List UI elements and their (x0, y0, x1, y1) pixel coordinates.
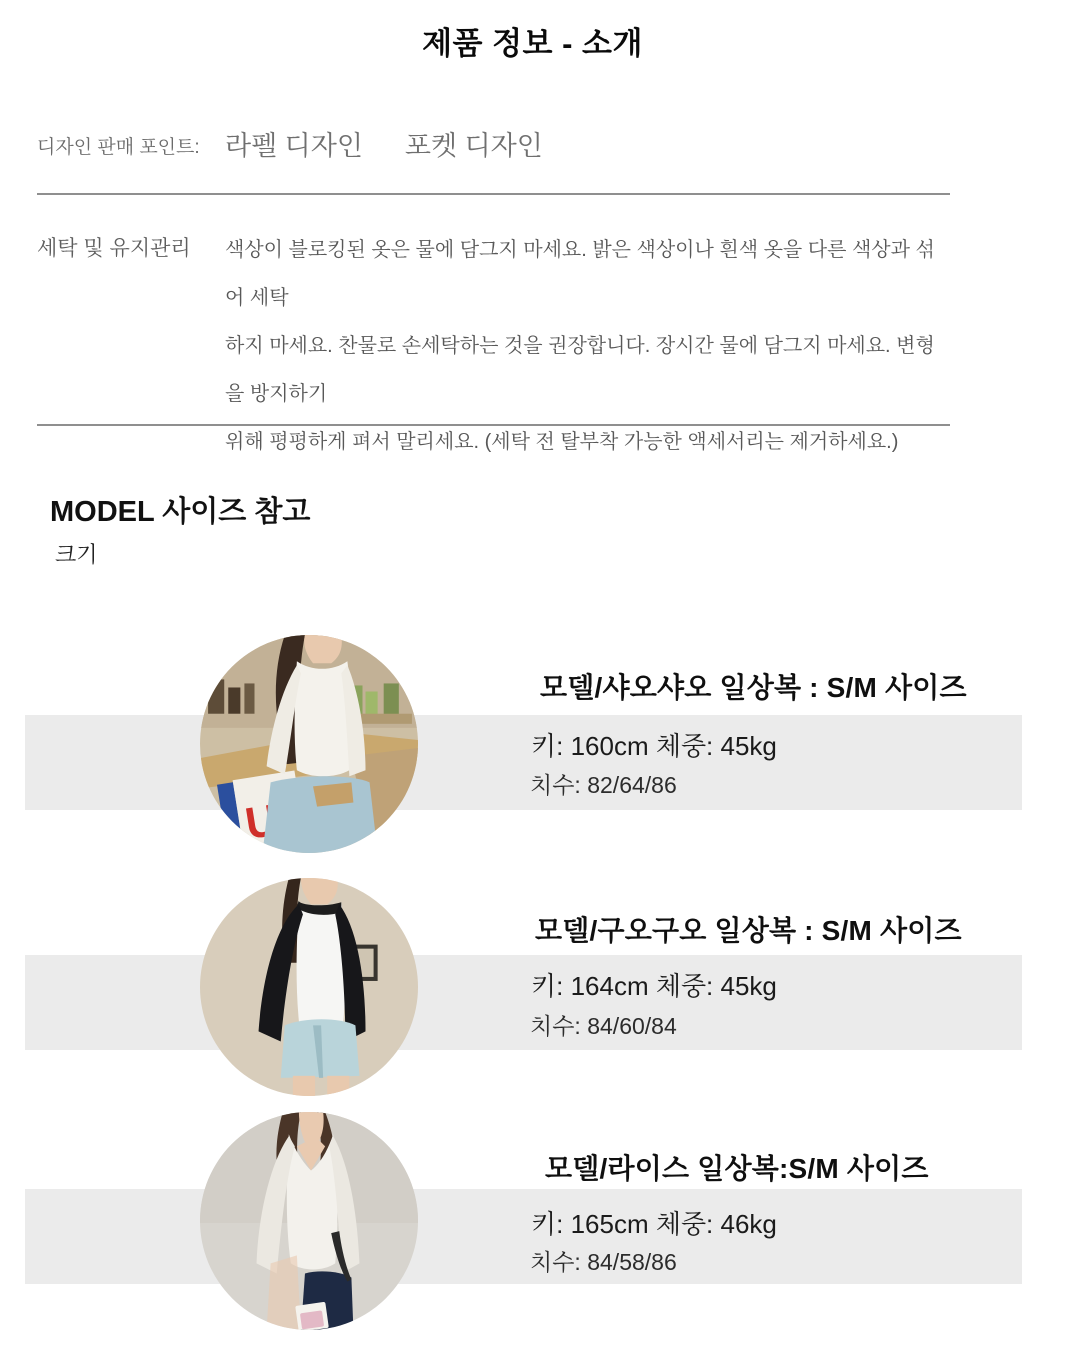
model-shaoshao-photo (200, 635, 418, 853)
model-2-background-band (25, 955, 1022, 1050)
model-1-height-weight: 키: 160cm 체중: 45kg (531, 731, 777, 761)
design-points-label: 디자인 판매 포인트: (37, 137, 200, 158)
care-line: 위해 평평하게 펴서 말리세요. (세탁 전 탈부착 가능한 액세서리는 제거하세요.) (225, 431, 899, 453)
design-point-pocket: 포켓 디자인 (404, 131, 543, 161)
model-2-height-weight: 키: 164cm 체중: 45kg (531, 971, 777, 1001)
model-3-title: 모델/라이스 일상복:S/M 사이즈 (545, 1153, 929, 1184)
design-point-lapel: 라펠 디자인 (225, 131, 363, 161)
care-instructions (225, 226, 945, 466)
model-1-measurements: 치수: 82/64/86 (530, 772, 677, 798)
model-3-height-weight: 키: 165cm 체중: 46kg (531, 1209, 777, 1239)
model-1-title: 모델/샤오샤오 일상복 : S/M 사이즈 (540, 672, 967, 703)
page-title: 제품 정보 - 소개 (422, 26, 643, 61)
model-guoguo-photo (200, 878, 418, 1096)
care-line: 하지 마세요. 찬물로 손세탁하는 것을 권장합니다. 장시간 물에 담그지 마세요. 변형을 방지하기 (225, 335, 935, 405)
model-size-heading: MODEL 사이즈 참고 (50, 496, 311, 528)
design-points-values (225, 124, 543, 163)
model-rice-photo (200, 1112, 418, 1330)
size-subheading: 크기 (55, 542, 98, 567)
model-3-measurements: 치수: 84/58/86 (530, 1249, 677, 1275)
model-2-measurements: 치수: 84/60/84 (530, 1013, 677, 1039)
model-1-background-band (25, 715, 1022, 810)
care-line: 색상이 블로킹된 옷은 물에 담그지 마세요. 밝은 색상이나 흰색 옷을 다른 색상과 섞어 세탁 (225, 239, 935, 309)
gray-scene-illustration (200, 1112, 418, 1330)
model-3-background-band (25, 1189, 1022, 1284)
divider-top (37, 193, 950, 195)
model-2-title: 모델/구오구오 일상복 : S/M 사이즈 (535, 915, 962, 946)
studio-scene-illustration (200, 878, 418, 1096)
divider-bottom (37, 424, 950, 426)
care-label: 세탁 및 유지관리 (37, 237, 191, 260)
cafe-scene-illustration (200, 635, 418, 853)
